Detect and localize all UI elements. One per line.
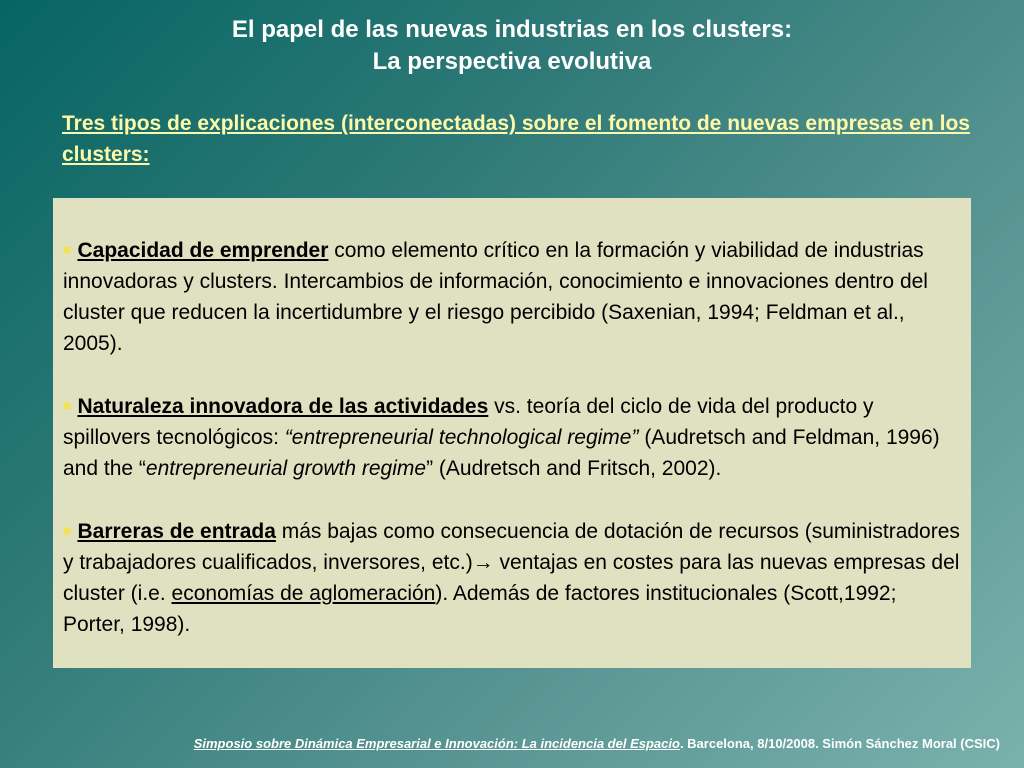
square-bullet-icon: ■ bbox=[63, 522, 72, 538]
footer-symposium-link[interactable]: Simposio sobre Dinámica Empresarial e Innovación: La incidencia del Espacio bbox=[193, 736, 680, 751]
footer-text: . Barcelona, 8/10/2008. Simón Sánchez Moral (CSIC) bbox=[679, 736, 1000, 751]
economias-aglomeracion-link[interactable]: economías de aglomeración bbox=[171, 582, 436, 605]
bullet-text: ” (Audretsch and Fritsch, 2002). bbox=[426, 457, 722, 480]
bullet-lead: Naturaleza innovadora de las actividades bbox=[77, 395, 489, 418]
bullet-italic-text: “entrepreneurial technological regime” bbox=[284, 426, 639, 449]
bullet-item-naturaleza bbox=[63, 390, 961, 484]
bullet-text: vs. teoría del ciclo de vida del producto y spillovers tecnológicos: bbox=[63, 395, 874, 449]
bullet-text: más bajas como consecuencia de dotación de recursos (suministradores y trabajadores cualificados, inversores, etc.)→ ventajas en costes para las nuevas empresas del cluster (i.e. bbox=[63, 520, 960, 605]
title-line-2: La perspectiva evolutiva bbox=[372, 48, 652, 75]
footer bbox=[0, 736, 1000, 751]
bullet-text: ). Además de factores institucionales (Scott,1992; Porter, 1998). bbox=[63, 582, 897, 636]
bullet-item-barreras bbox=[63, 515, 961, 640]
slide-subtitle: Tres tipos de explicaciones (interconectadas) sobre el fomento de nuevas empresas en los clusters: bbox=[62, 112, 970, 166]
content-box bbox=[53, 198, 971, 668]
square-bullet-icon: ■ bbox=[63, 241, 72, 257]
bullet-text: (Audretsch and Feldman, 1996) and the “ bbox=[63, 426, 940, 480]
slide-title bbox=[0, 14, 1024, 78]
bullet-text: como elemento crítico en la formación y viabilidad de industrias innovadoras y clusters. Intercambios de información, conocimiento e innovaciones dentro del cluster que reducen la incertidumbre y el riesgo percibido (Saxenian, 1994; Feldman et al., 2005). bbox=[63, 239, 928, 355]
bullet-lead: Capacidad de emprender bbox=[77, 239, 329, 262]
bullet-lead: Barreras de entrada bbox=[77, 520, 276, 543]
bullet-italic-text: entrepreneurial growth regime bbox=[145, 457, 427, 480]
bullet-item-capacidad bbox=[63, 234, 961, 359]
square-bullet-icon: ■ bbox=[63, 397, 72, 413]
title-line-1: El papel de las nuevas industrias en los clusters: bbox=[231, 16, 793, 43]
